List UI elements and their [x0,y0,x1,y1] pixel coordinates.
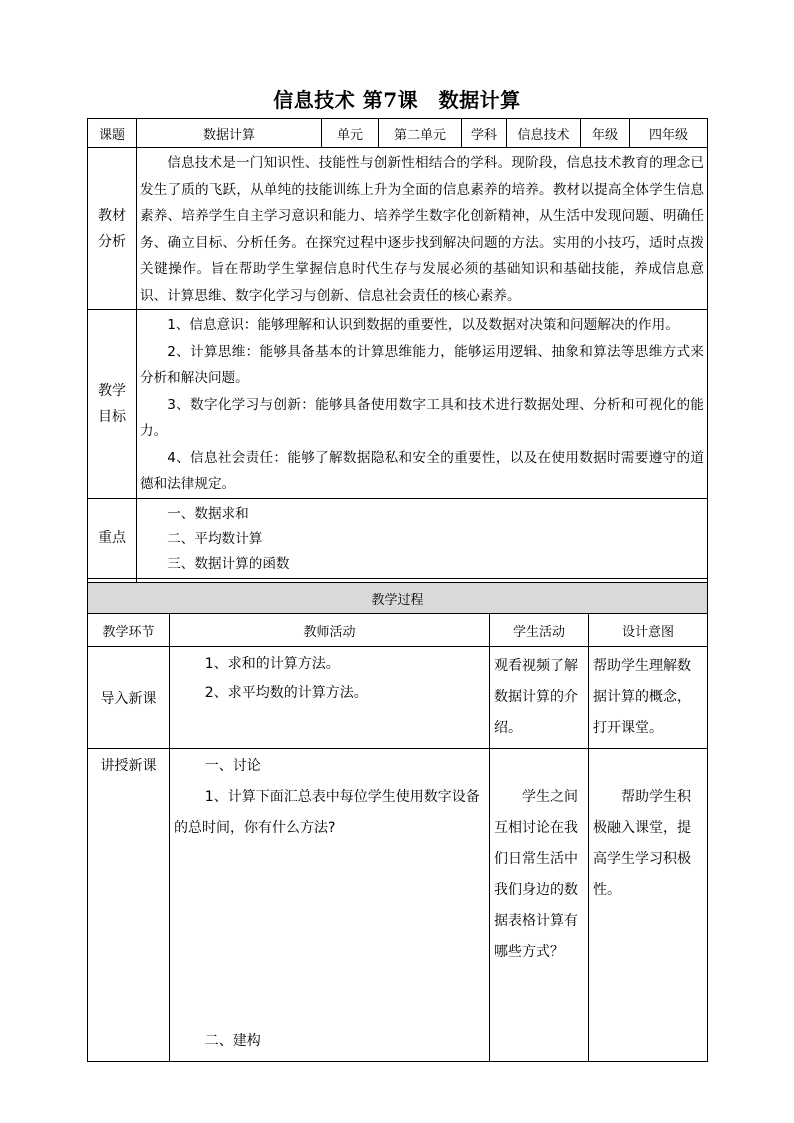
col-intent: 设计意图 [589,614,708,647]
subject-value: 信息技术 [507,119,581,148]
unit-value: 第二单元 [379,119,462,148]
key-points-label: 重点 [88,498,137,578]
process-header-row [88,583,708,614]
intro-row [88,647,708,749]
key-point-item: 三、数据计算的函数 [167,555,290,572]
process-columns-row [88,614,708,647]
label-subject: 学科 [462,119,507,148]
intro-student: 观看视频了解数据计算的介绍。 [490,647,589,749]
objective-item: 2、计算思维：能够具备基本的计算思维能力，能够运用逻辑、抽象和算法等思维方式来分析和解决问题。 [140,343,704,386]
teach-intent [589,749,708,1062]
lesson-info-table [87,118,708,606]
intro-teacher-cell [170,647,490,749]
teach-teacher-line: 1、计算下面汇总表中每位学生使用数字设备的总时间，你有什么方法? [174,789,480,836]
objectives-label-line2: 目标 [98,408,126,425]
key-point-item: 一、数据求和 [167,505,249,522]
col-teacher: 教师活动 [170,614,490,647]
key-point-item: 二、平均数计算 [167,530,263,547]
analysis-label [88,148,137,310]
intro-teacher-line: 2、求平均数的计算方法。 [204,685,368,701]
objective-item: 4、信息社会责任：能够了解数据隐私和安全的重要性，以及在使用数据时需要遵守的道德和法律规定。 [140,449,704,492]
teach-teacher-line: 二、建构 [204,1033,261,1049]
label-grade: 年级 [581,119,630,148]
key-points-cell [137,498,708,578]
teach-student-text: 学生之间互相讨论在我们日常生活中我们身边的数据表格计算有哪些方式？ [494,789,578,960]
intro-stage: 导入新课 [88,647,170,749]
intro-intent: 帮助学生理解数据计算的概念，打开课堂。 [589,647,708,749]
intro-teacher-line: 1、求和的计算方法。 [204,656,340,672]
col-student: 学生活动 [490,614,589,647]
objectives-label-line1: 教学 [98,382,126,399]
analysis-text: 信息技术是一门知识性、技能性与创新性相结合的学科。现阶段，信息技术教育的理念已发生了质的飞跃，从单纯的技能训练上升为全面的信息素养的培养。教材以提高全体学生信息素养、培养学生自主学习意识和能力、培养学生数字化创新精神，从生活中发现问题、明确任务、确立目标、分析任务。在探究过程中逐步找到解决问题的方法。实用的小技巧，适时点拨关键操作。旨在帮助学生掌握信息时代生存与发展必须的基础知识和基础技能，养成信息意识、计算思维、数字化学习与创新、信息社会责任的核心素养。 [140,155,704,304]
teach-teacher-line: 一、讨论 [204,758,261,774]
analysis-label-line1: 教材 [98,207,126,224]
process-header: 教学过程 [88,583,708,614]
label-unit: 单元 [322,119,379,148]
info-row [88,119,708,148]
teach-row [88,749,708,1062]
analysis-row [88,148,708,310]
objectives-row [88,310,708,499]
teach-stage: 讲授新课 [88,749,170,1062]
label-topic: 课题 [88,119,137,148]
objectives-label [88,310,137,499]
teach-teacher-cell [170,749,490,1062]
key-points-row [88,498,708,578]
col-stage: 教学环节 [88,614,170,647]
teach-intent-text: 帮助学生积极融入课堂，提高学生学习积极性。 [593,789,691,898]
teach-student [490,749,589,1062]
page-title: 信息技术 第7课 数据计算 [273,88,521,112]
grade-value: 四年级 [630,119,708,148]
objective-item: 1、信息意识：能够理解和认识到数据的重要性，以及数据对决策和问题解决的作用。 [167,317,679,333]
analysis-label-line2: 分析 [98,233,126,250]
objectives-text-cell [137,310,708,499]
topic-value: 数据计算 [137,119,322,148]
process-table [87,582,708,1062]
analysis-text-cell [137,148,708,310]
objective-item: 3、数字化学习与创新：能够具备使用数字工具和技术进行数据处理、分析和可视化的能力。 [140,396,704,439]
